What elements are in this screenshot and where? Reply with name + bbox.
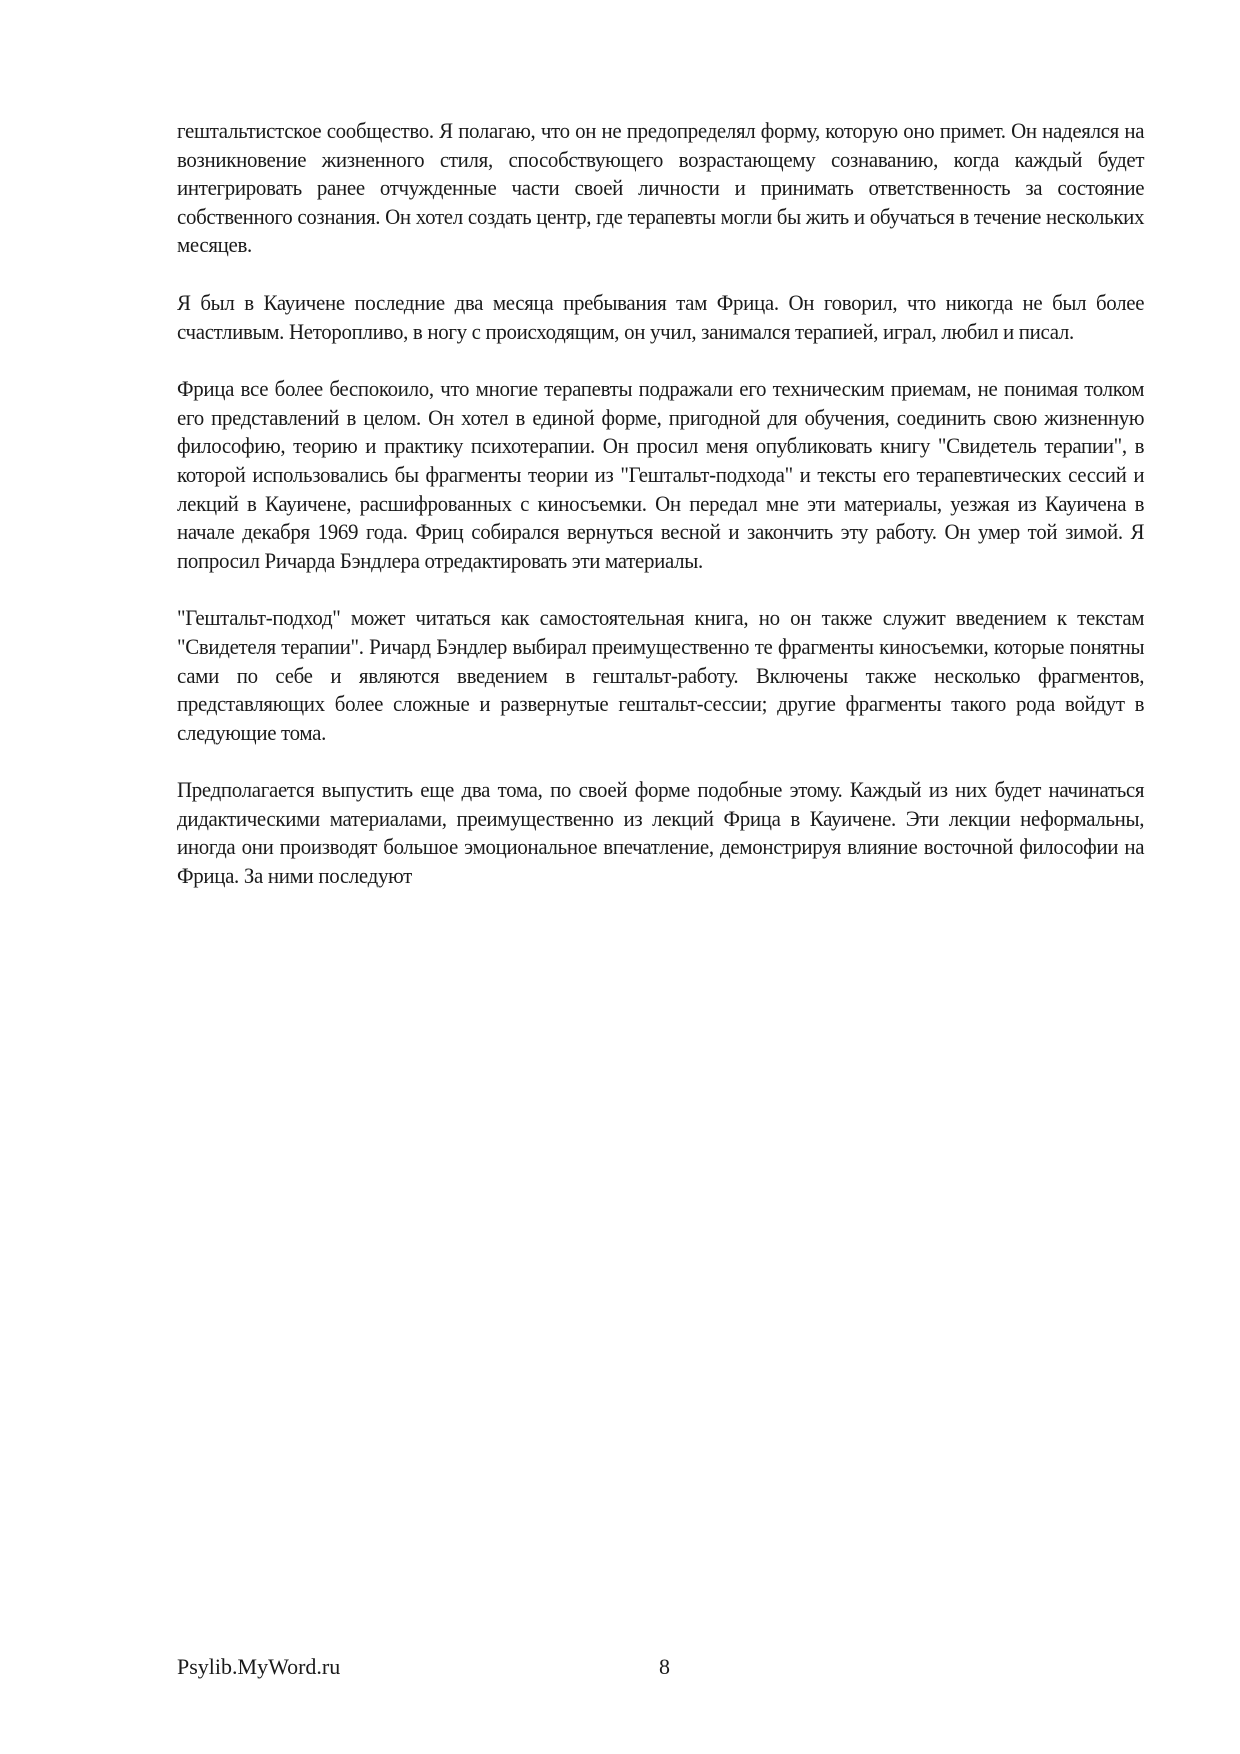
footer-site-name: Psylib.MyWord.ru (177, 1654, 341, 1679)
document-body (177, 117, 1145, 920)
page-footer (177, 1654, 1145, 1684)
page-number: 8 (659, 1654, 670, 1679)
paragraph-future-volumes: Предполагается выпустить еще два тома, по своей форме подобные этому. Каждый из них будет начинаться дидактическими материалами, преимущественно из лекций Фрица в Кауичене. Эти лекции неформальны, иногда они производят большое эмоциональное впечатление, демонстрируя влияние восточной философии на Фрица. За ними последуют (177, 777, 1145, 889)
paragraph-book-request: Фрица все более беспокоило, что многие терапевты подражали его техническим приемам, не понимая толком его представлений в целом. Он хотел в единой форме, пригодной для обучения, соединить свою жизненную философию, теорию и практику психотерапии. Он просил меня опубликовать книгу "Свидетель терапии", в которой использовались бы фрагменты теории из "Гештальт-подхода" и тексты его терапевтических сессий и лекций в Кауичене, расшифрованных с киносъемки. Он передал мне эти материалы, уезжая из Кауичена в начале декабря 1969 года. Фриц собирался вернуться весной и закончить эту работу. Он умер той зимой. Я попросил Ричарда Бэндлера отредактировать эти материалы. (177, 376, 1145, 573)
paragraph-gestalt-approach: "Гештальт-подход" может читаться как самостоятельная книга, но он также служит введением к текстам "Свидетеля терапии". Ричард Бэндлер выбирал преимущественно те фрагменты киносъемки, которые понятны сами по себе и являются введением в гештальт-работу. Включены также несколько фрагментов, представляющих более сложные и развернутые гештальт-сессии; другие фрагменты такого рода войдут в следующие тома. (177, 605, 1145, 745)
paragraph-continued: гештальтистское сообщество. Я полагаю, что он не предопределял форму, которую оно примет. Он надеялся на возникновение жизненного стиля, способствующего возрастающему сознаванию, когда каждый будет интегрировать ранее отчужденные части своей личности и принимать ответственность за состояние собственного сознания. Он хотел создать центр, где терапевты могли бы жить и обучаться в течение нескольких месяцев. (177, 118, 1145, 258)
paragraph-kauichen-visit: Я был в Кауичене последние два месяца пребывания там Фрица. Он говорил, что никогда не был более счастливым. Неторопливо, в ногу с происходящим, он учил, занимался терапией, играл, любил и писал. (177, 289, 1145, 344)
